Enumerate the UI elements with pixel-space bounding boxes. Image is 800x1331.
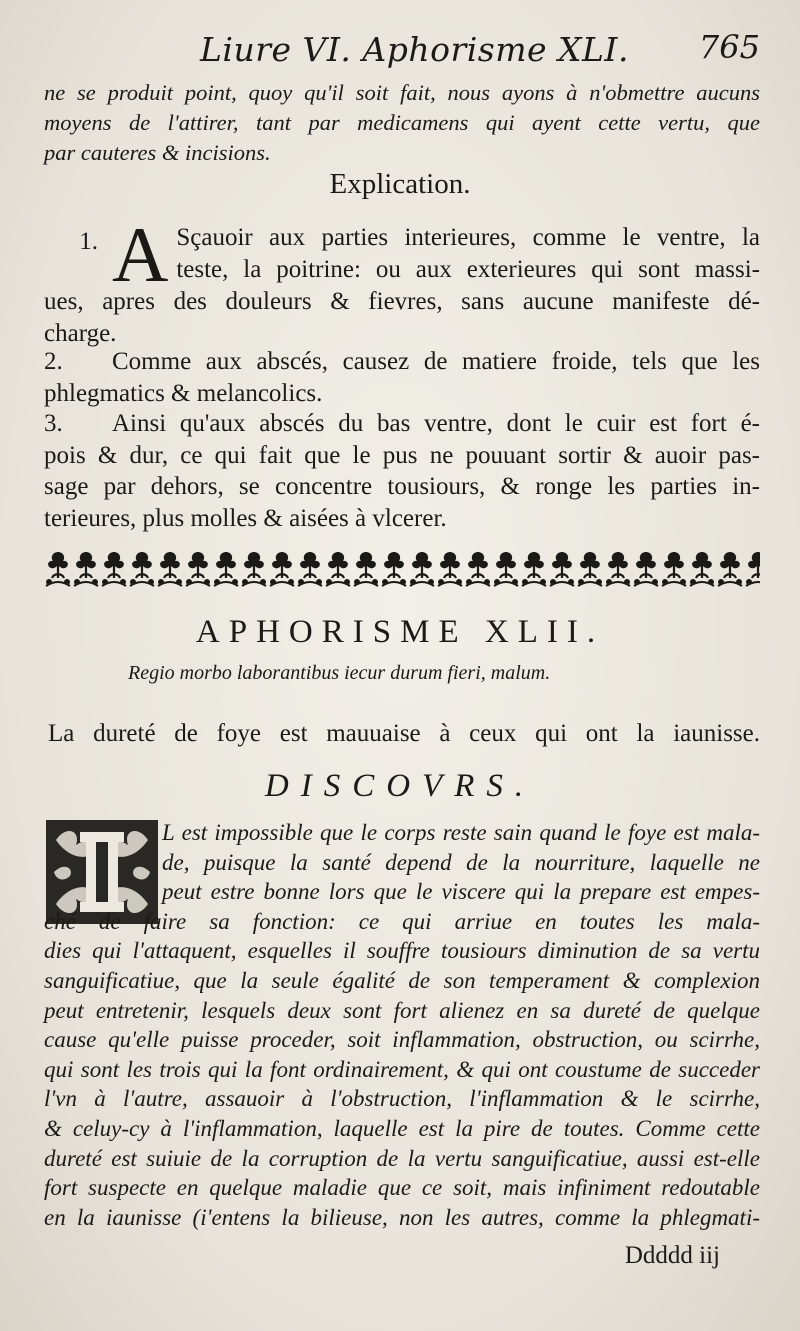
explication-heading: Explication. [329, 168, 471, 200]
text-line: 2. Comme aux abscés, causez de matiere froide, tels que les [44, 346, 760, 378]
discours-heading: DISCOVRS. [264, 768, 536, 804]
aphorism-title: APHORISME XLII. [195, 614, 605, 650]
text-line: terieures, plus molles & aisées à vlcerer. [44, 504, 447, 532]
text-line: cause qu'elle puisse proceder, soit inflammation, obstruction, ou scirrhe, [44, 1027, 760, 1053]
running-head: Liure VI. Aphorisme XLI. [200, 30, 629, 69]
page-header [200, 28, 760, 72]
text-line: sage par dehors, se concentre tousiours, & ronge les parties in- [44, 473, 760, 500]
text-line: par cauteres & incisions. [44, 140, 271, 165]
explication-item-1 [44, 211, 760, 349]
text-line: teste, la poitrine: ou aux exterieures qui sont massi- [176, 255, 760, 283]
item-number: 1. [79, 228, 98, 255]
text-line: ne se produit point, quoy qu'il soit fait, nous ayons à n'obmettre aucuns [44, 80, 760, 105]
text-line: ues, apres des douleurs & fievres, sans aucune manifeste dé- [44, 288, 760, 315]
text-line: sanguificatiue, que la seule égalité de son temperament & complexion [44, 967, 760, 993]
explication-item-2 [44, 346, 760, 409]
text-line: l'vn à l'autre, assauoir à l'obstruction, l'inflammation & le scirrhe, [44, 1086, 760, 1112]
latin-aphorism: Regio morbo laborantibus iecur durum fieri, malum. [128, 662, 551, 684]
text-line: peut entretenir, lesquels deux sont fort alienez en sa dureté de quelque [44, 997, 760, 1023]
text-line: & celuy-cy à l'inflammation, laquelle est la pire de toutes. Comme cette [44, 1115, 760, 1141]
aphorism-translation: La dureté de foye est mauuaise à ceux qui ont la iaunisse. [48, 720, 760, 747]
page-number: 765 [698, 28, 760, 66]
item-number: 3. [44, 410, 63, 437]
text-line: en la iaunisse (i'entens la bilieuse, non les autres, comme la phlegmati- [44, 1204, 760, 1230]
text-line: 3. Ainsi qu'aux abscés du bas ventre, dont le cuir est fort é- [44, 408, 760, 440]
text-line: phlegmatics & melancolics. [44, 379, 323, 407]
text-line: dies qui l'attaquent, esquelles il souffre tousiours diminution de sa vertu [44, 938, 760, 964]
text-line: peut estre bonne lors que le viscere qui la prepare est empes- [162, 879, 760, 905]
item-number: 2. [44, 348, 63, 375]
text-line: fort suspecte en quelque maladie que ce soit, mais infiniment redoutable [44, 1175, 760, 1201]
text-line: de, puisque la santé depend de la nourriture, laquelle ne [162, 849, 760, 875]
text-line: ché de faire sa fonction: ce qui arriue en toutes les mala- [44, 908, 760, 934]
intro-paragraph [44, 78, 760, 168]
text-line: Sçauoir aux parties interieures, comme le ventre, la [176, 224, 760, 251]
drop-cap-letter: A [112, 211, 169, 298]
signature-catchword: Ddddd iij [624, 1242, 720, 1269]
discours-paragraph [44, 818, 760, 1232]
text-line: moyens de l'attirer, tant par medicamens qui ayent cette vertu, que [44, 110, 760, 135]
explication-item-3 [44, 408, 760, 534]
text-line: pois & dur, ce qui fait que le pus ne pouuant sortir & auoir pas- [44, 441, 760, 469]
text-line: L est impossible que le corps reste sain quand le foye est mala- [162, 820, 760, 845]
text-line: charge. [44, 319, 117, 347]
text-line: dureté est suiuie de la corruption de la vertu sanguificatiue, aussi est-elle [44, 1145, 760, 1171]
ornamental-border [44, 548, 760, 594]
text-line: qui sont les trois qui la font ordinairement, & qui ont coustume de succeder [44, 1056, 760, 1082]
